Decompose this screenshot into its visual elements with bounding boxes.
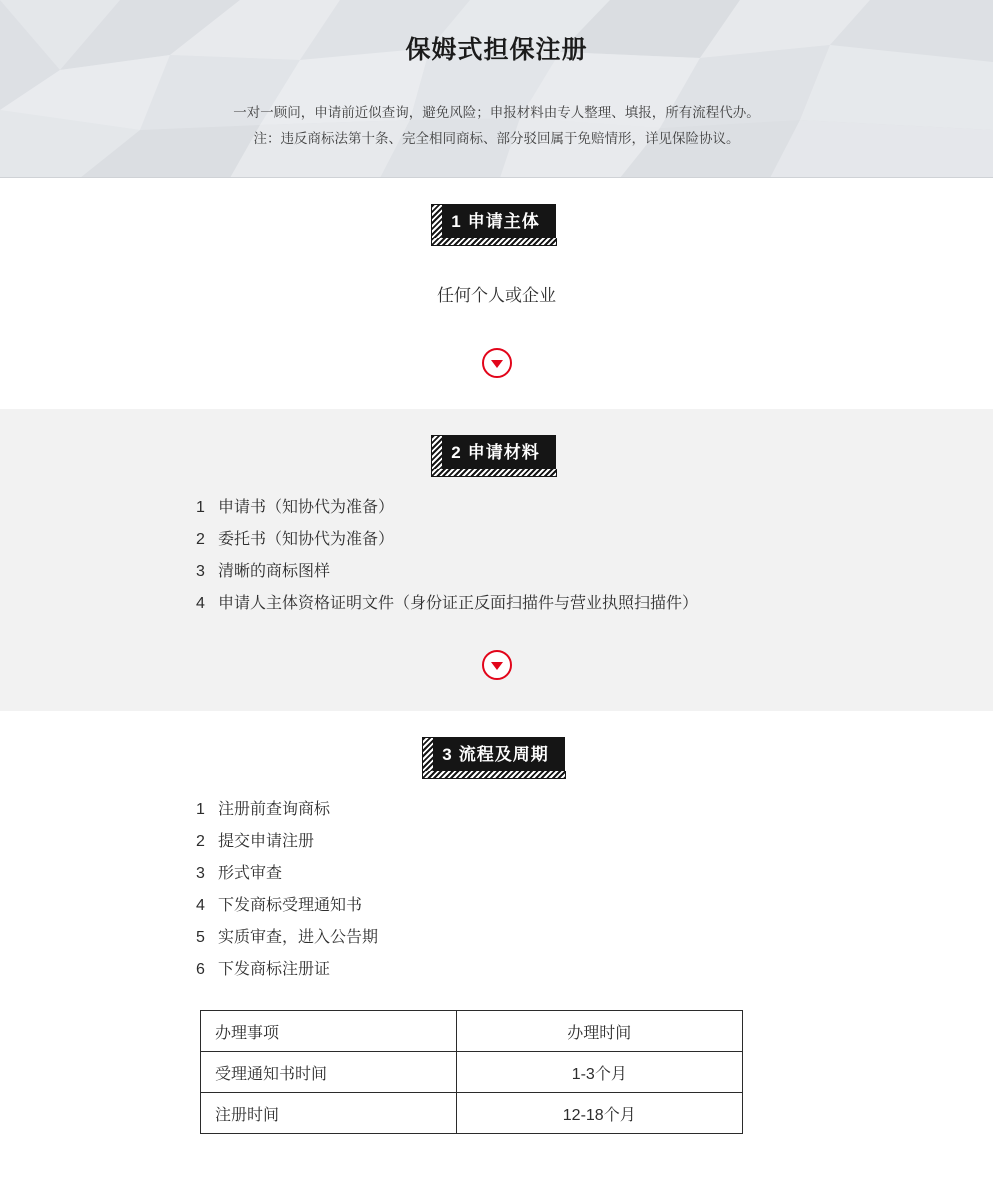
materials-list: [0, 492, 993, 620]
list-item-index: 4: [196, 897, 205, 914]
arrow-down-icon: [482, 650, 512, 680]
arrow-down-icon: [482, 348, 512, 378]
list-item-index: 1: [196, 499, 205, 516]
table-cell-item: 受理通知书时间: [201, 1052, 457, 1093]
arrow-divider-2-wrap: [0, 626, 993, 701]
list-item-text: 下发商标受理通知书: [218, 897, 363, 914]
table-row: [201, 1052, 743, 1093]
list-item-index: 1: [196, 801, 205, 818]
step-banner-2-wrap: [0, 435, 993, 470]
list-item: [196, 556, 993, 588]
step-banner-3: [428, 737, 564, 772]
section-application-materials: [0, 409, 993, 711]
list-item-text: 清晰的商标图样: [218, 563, 331, 580]
list-item: [196, 954, 993, 986]
hero-subtitle-line2: 注：违反商标法第十条、完全相同商标、部分驳回属于免赔情形，详见保险协议。: [253, 131, 740, 146]
list-item-text: 下发商标注册证: [218, 961, 331, 978]
list-item-index: 5: [196, 929, 205, 946]
list-item-text: 委托书（知协代为准备）: [218, 531, 395, 548]
list-item-text: 形式审查: [218, 865, 283, 882]
step-number-1: 1: [451, 212, 462, 231]
step-number-3: 3: [442, 745, 453, 764]
step-label-1: 申请主体: [467, 212, 540, 231]
hero-subtitle-line1: 一对一顾问，申请前近似查询，避免风险；申报材料由专人整理、填报，所有流程代办。: [233, 105, 760, 120]
list-item-index: 2: [196, 531, 205, 548]
arrow-divider-1-wrap: [0, 324, 993, 399]
table-row: [201, 1093, 743, 1134]
list-item-index: 3: [196, 563, 205, 580]
list-item: [196, 794, 993, 826]
list-item-index: 4: [196, 595, 205, 612]
list-item-text: 实质审查，进入公告期: [218, 929, 379, 946]
process-list: [0, 794, 993, 986]
applicant-subject-text: 任何个人或企业: [437, 286, 556, 305]
step-number-2: 2: [451, 443, 462, 462]
list-item: [196, 922, 993, 954]
table-cell-item: 注册时间: [201, 1093, 457, 1134]
list-item: [196, 890, 993, 922]
section-applicant-subject: [0, 178, 993, 409]
table-header-cell: 办理事项: [201, 1011, 457, 1052]
page-title: 保姆式担保注册: [405, 36, 588, 64]
list-item-text: 申请人主体资格证明文件（身份证正反面扫描件与营业执照扫描件）: [218, 595, 699, 612]
list-item-text: 申请书（知协代为准备）: [218, 499, 395, 516]
step-banner-1-wrap: [0, 204, 993, 239]
table-header-row: [201, 1011, 743, 1052]
processing-time-table-wrap: [0, 992, 993, 1174]
list-item: [196, 492, 993, 524]
hero-banner: [0, 0, 993, 178]
processing-time-table: [200, 1010, 743, 1134]
table-cell-time: 1-3个月: [456, 1052, 742, 1093]
list-item-index: 2: [196, 833, 205, 850]
list-item: [196, 524, 993, 556]
table-header-cell: 办理时间: [456, 1011, 742, 1052]
list-item: [196, 826, 993, 858]
list-item-index: 3: [196, 865, 205, 882]
step-banner-2: [437, 435, 555, 470]
table-cell-time: 12-18个月: [456, 1093, 742, 1134]
list-item: [196, 588, 993, 620]
step-banner-3-wrap: [0, 737, 993, 772]
step-label-3: 流程及周期: [458, 745, 549, 764]
step-label-2: 申请材料: [467, 443, 540, 462]
list-item-text: 提交申请注册: [218, 833, 315, 850]
list-item: [196, 858, 993, 890]
list-item-text: 注册前查询商标: [218, 801, 331, 818]
step-banner-1: [437, 204, 555, 239]
list-item-index: 6: [196, 961, 205, 978]
section-process-and-cycle: [0, 711, 993, 1184]
